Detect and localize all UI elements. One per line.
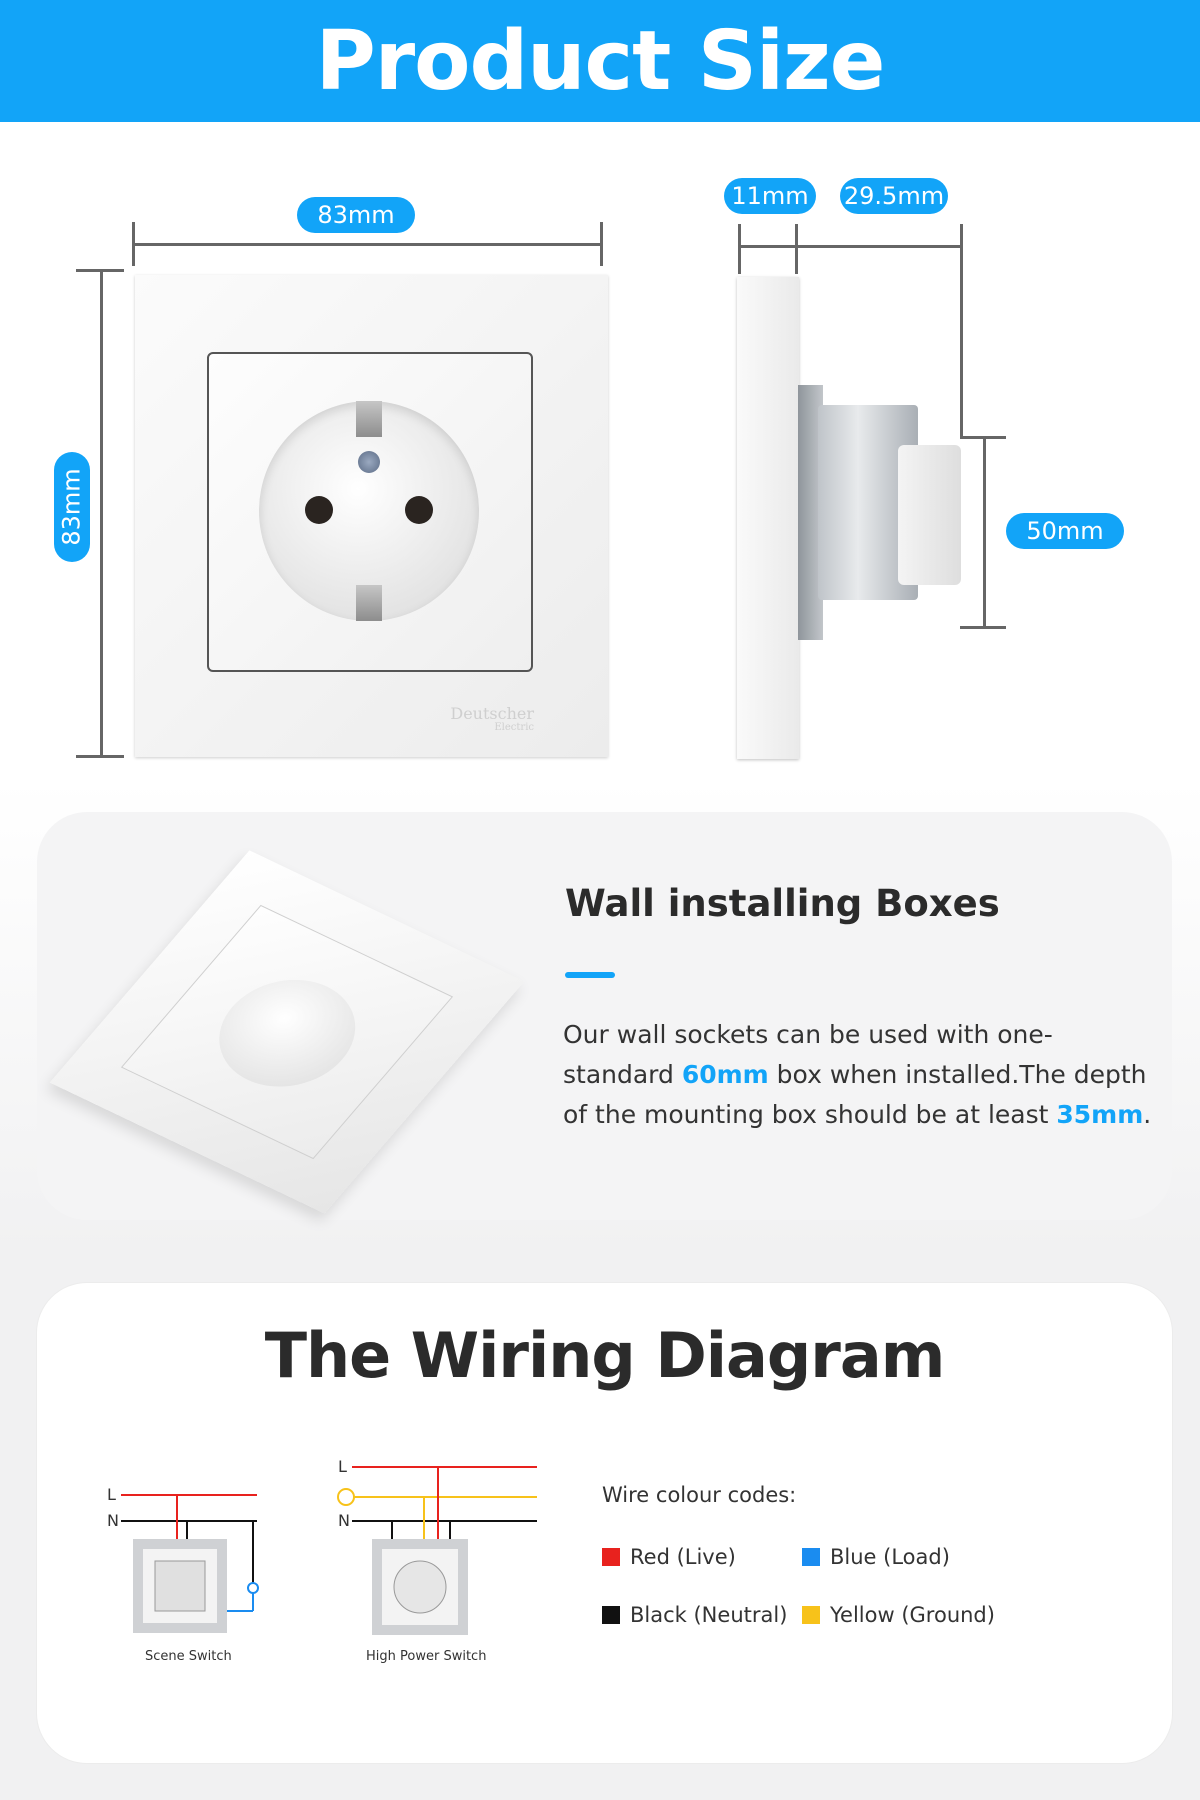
wall-box-description bbox=[563, 1015, 1153, 1135]
legend-title: Wire colour codes: bbox=[602, 1483, 797, 1507]
width-label: 83mm bbox=[297, 197, 415, 233]
high-power-switch-caption: High Power Switch bbox=[366, 1649, 487, 1664]
mech-height-line bbox=[983, 437, 986, 627]
scene-switch-caption: Scene Switch bbox=[145, 1649, 232, 1664]
yellow-swatch bbox=[802, 1606, 820, 1624]
width-tick-right bbox=[600, 222, 603, 266]
angled-socket-cup bbox=[192, 961, 382, 1106]
diagram-label-n: N bbox=[107, 1511, 119, 1530]
brand-sub: Electric bbox=[494, 722, 534, 733]
legend-yellow-label: Yellow (Ground) bbox=[830, 1603, 995, 1627]
pin-hole-left bbox=[305, 496, 333, 524]
legend-yellow bbox=[802, 1603, 995, 1627]
mechanism-cap bbox=[898, 445, 961, 585]
mechanism-depth-label: 29.5mm bbox=[840, 178, 948, 214]
blue-swatch bbox=[802, 1548, 820, 1566]
wiring-card bbox=[37, 1283, 1172, 1763]
legend-blue-label: Blue (Load) bbox=[830, 1545, 950, 1569]
height-label bbox=[54, 452, 90, 562]
socket-angled-photo bbox=[67, 832, 527, 1192]
pin-hole-right bbox=[405, 496, 433, 524]
socket-front-view bbox=[135, 275, 608, 757]
diagram-label-l-2: L bbox=[338, 1457, 347, 1476]
angled-plate bbox=[50, 850, 525, 1213]
angled-inner-frame bbox=[121, 905, 453, 1159]
plate-depth-label: 11mm bbox=[724, 178, 816, 214]
wall-box-title: Wall installing Boxes bbox=[565, 882, 1000, 925]
brand-logo bbox=[450, 704, 534, 735]
wiring-title: The Wiring Diagram bbox=[264, 1319, 945, 1392]
width-dimension-line bbox=[133, 243, 603, 246]
legend-red bbox=[602, 1545, 736, 1569]
height-label-text: 83mm bbox=[58, 468, 87, 546]
description-text-2: box when installed.The depth of the mounting box should be at least bbox=[563, 1060, 1147, 1129]
socket-cup bbox=[259, 401, 479, 621]
header-banner bbox=[0, 0, 1200, 122]
brand-name: Deutscher bbox=[450, 704, 534, 723]
wall-box-card bbox=[37, 812, 1172, 1220]
legend-red-label: Red (Live) bbox=[630, 1545, 736, 1569]
red-swatch bbox=[602, 1548, 620, 1566]
legend-blue bbox=[802, 1545, 950, 1569]
description-text-3: . bbox=[1143, 1100, 1152, 1129]
description-text-1: Our wall sockets can be used with one-standard bbox=[563, 1020, 1053, 1089]
black-swatch bbox=[602, 1606, 620, 1624]
height-dimension-line bbox=[100, 270, 103, 757]
highlight-box-depth: 35mm bbox=[1056, 1100, 1144, 1129]
scene-switch-diagram bbox=[107, 1471, 297, 1671]
accent-bar bbox=[565, 972, 615, 978]
earth-clip-bottom bbox=[356, 585, 382, 621]
depth-tick-2 bbox=[795, 224, 798, 274]
socket-mechanism bbox=[798, 385, 961, 640]
socket-inner-frame bbox=[207, 352, 533, 672]
page-title: Product Size bbox=[315, 13, 885, 109]
depth-dimension-line bbox=[739, 245, 961, 248]
width-tick-left bbox=[132, 222, 135, 266]
legend-black-label: Black (Neutral) bbox=[630, 1603, 788, 1627]
depth-tick-1 bbox=[738, 224, 741, 274]
highlight-box-size: 60mm bbox=[681, 1060, 769, 1089]
height-tick-bottom bbox=[76, 755, 124, 758]
high-power-switch-diagram bbox=[332, 1455, 552, 1671]
earth-clip-top bbox=[356, 401, 382, 437]
diagram-label-l: L bbox=[107, 1485, 116, 1504]
legend-black bbox=[602, 1603, 787, 1627]
socket-side-view bbox=[737, 277, 799, 759]
screw-icon bbox=[358, 451, 380, 473]
diagram-label-n-2: N bbox=[338, 1511, 350, 1530]
mechanism-height-label: 50mm bbox=[1006, 513, 1124, 549]
height-tick-top bbox=[76, 269, 124, 272]
